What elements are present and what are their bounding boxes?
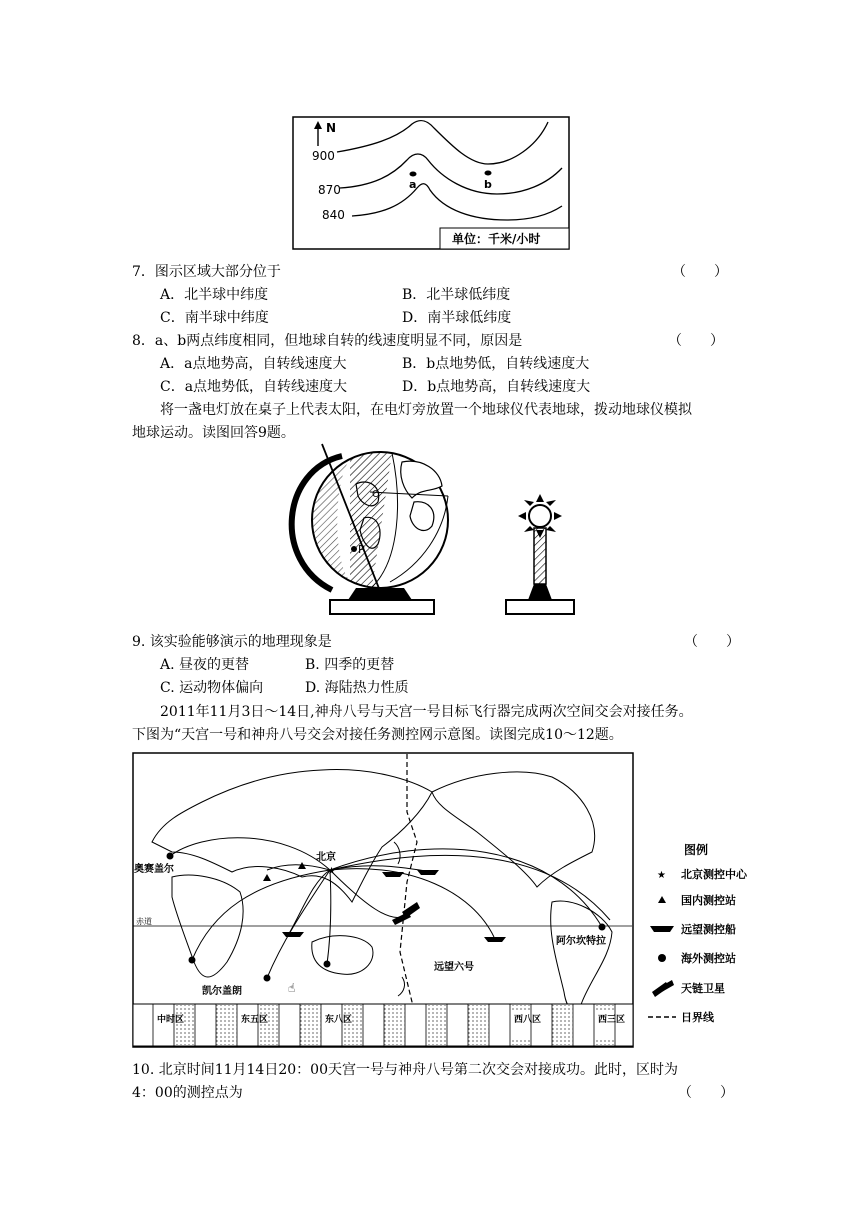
question-8-option-d: D．b点地势高，自转线速度大 bbox=[402, 379, 591, 395]
question-9-option-b: B. 四季的更替 bbox=[305, 657, 395, 673]
question-7-option-a: A．北半球中纬度 bbox=[160, 287, 269, 303]
question-9-stem: 9. 该实验能够演示的地理现象是 bbox=[132, 634, 332, 650]
contour-label-900: 900 bbox=[312, 149, 335, 163]
question-8-option-b: B．b点地势低，自转线速度大 bbox=[402, 356, 590, 372]
question-9-answer-blank: （ ） bbox=[684, 634, 740, 650]
legend-center-label: 北京测控中心 bbox=[681, 868, 747, 881]
question-10-line-1: 10. 北京时间11月14日20：00天宫一号与神舟八号第二次交会对接成功。此时，区时为 bbox=[132, 1062, 678, 1078]
point-a-marker bbox=[410, 172, 417, 177]
kaier-label: 凯尔盖朗 bbox=[202, 986, 242, 997]
legend-satellite-icon bbox=[652, 980, 674, 997]
overseas-station-aosaier bbox=[167, 853, 174, 860]
tracking-network-map bbox=[132, 752, 764, 1050]
legend-dateline-label: 日界线 bbox=[681, 1011, 714, 1024]
point-p-marker bbox=[351, 546, 357, 552]
overseas-station-aerkang bbox=[599, 924, 606, 931]
time-zone-strip bbox=[133, 1004, 633, 1046]
velocity-contour-diagram bbox=[292, 116, 570, 250]
question-9-option-c: C. 运动物体偏向 bbox=[160, 680, 264, 696]
question-7-option-c: C．南半球中纬度 bbox=[160, 310, 269, 326]
overseas-station-kaier bbox=[264, 975, 271, 982]
yuanwang-label: 远望六号 bbox=[434, 962, 474, 973]
question-7-option-d: D．南半球低纬度 bbox=[402, 310, 512, 326]
intro-10-line-1: 2011年11月3日～14日,神舟八号与天宫一号目标飞行器完成两次空间交会对接任务。 bbox=[160, 704, 693, 720]
question-8-answer-blank: （ ） bbox=[668, 333, 724, 349]
zone-label-zhong: 中时区 bbox=[157, 1015, 185, 1025]
intro-10-line-2: 下图为“天宫一号和神舟八号交会对接任务测控网示意图。读图完成10～12题。 bbox=[132, 727, 623, 743]
question-8-option-c: C．a点地势低，自转线速度大 bbox=[160, 379, 348, 395]
legend-ship-icon bbox=[650, 926, 674, 932]
unit-label: 单位：千米/小时 bbox=[452, 232, 541, 246]
zone-label-west-3: 西三区 bbox=[598, 1015, 626, 1025]
question-8-option-a: A．a点地势高，自转线速度大 bbox=[160, 356, 347, 372]
contour-label-840: 840 bbox=[322, 208, 345, 222]
zone-label-east-8: 东八区 bbox=[325, 1015, 353, 1025]
question-10-answer-blank: （ ） bbox=[678, 1085, 734, 1101]
aosaier-label: 奥赛盖尔 bbox=[134, 864, 174, 875]
question-7-answer-blank: （ ） bbox=[672, 264, 728, 280]
point-a-label: a bbox=[409, 178, 417, 191]
point-o-label: O bbox=[372, 489, 380, 500]
point-b-marker bbox=[485, 171, 492, 176]
question-7-option-b: B．北半球低纬度 bbox=[402, 287, 511, 303]
question-7-stem: 7．图示区域大部分位于 bbox=[132, 264, 281, 280]
legend-center-icon: ★ bbox=[657, 870, 666, 881]
legend-domestic-icon bbox=[658, 896, 666, 903]
question-9-option-d: D. 海陆热力性质 bbox=[305, 680, 409, 696]
overseas-station-australia bbox=[324, 961, 331, 968]
intro-9-line-2: 地球运动。读图回答9题。 bbox=[132, 425, 295, 441]
point-b-label: b bbox=[484, 178, 492, 191]
point-p-label: P bbox=[358, 543, 365, 556]
north-label: N bbox=[326, 121, 337, 135]
contour-label-870: 870 bbox=[318, 183, 341, 197]
sun-lamp-icon bbox=[506, 494, 574, 614]
beijing-center-marker: ★ bbox=[327, 866, 336, 877]
globe-lamp-diagram bbox=[272, 440, 592, 620]
legend-ship-label: 远望测控船 bbox=[681, 923, 736, 936]
intro-9-line-1: 将一盏电灯放在桌子上代表太阳，在电灯旁放置一个地球仪代表地球，拨动地球仪模拟 bbox=[160, 402, 692, 418]
aerkang-label: 阿尔坎特拉 bbox=[556, 936, 606, 947]
legend-domestic-label: 国内测控站 bbox=[681, 894, 736, 907]
question-8-stem: 8．a、b两点纬度相同，但地球自转的线速度明显不同，原因是 bbox=[132, 333, 523, 349]
hand-cursor-icon: ☝ bbox=[288, 981, 296, 995]
question-9-option-a: A. 昼夜的更替 bbox=[160, 657, 250, 673]
legend-title: 图例 bbox=[684, 843, 709, 857]
legend-overseas-icon bbox=[658, 954, 666, 962]
zone-label-west-8: 西八区 bbox=[514, 1015, 542, 1025]
legend-satellite-label: 天链卫星 bbox=[681, 982, 725, 995]
question-10-line-2: 4：00的测控点为 bbox=[132, 1085, 243, 1101]
overseas-station-africa bbox=[189, 957, 196, 964]
equator-label: 赤道 bbox=[136, 917, 152, 926]
beijing-label: 北京 bbox=[316, 852, 336, 863]
zone-label-east-5: 东五区 bbox=[241, 1015, 269, 1025]
legend-overseas-label: 海外测控站 bbox=[681, 952, 736, 965]
